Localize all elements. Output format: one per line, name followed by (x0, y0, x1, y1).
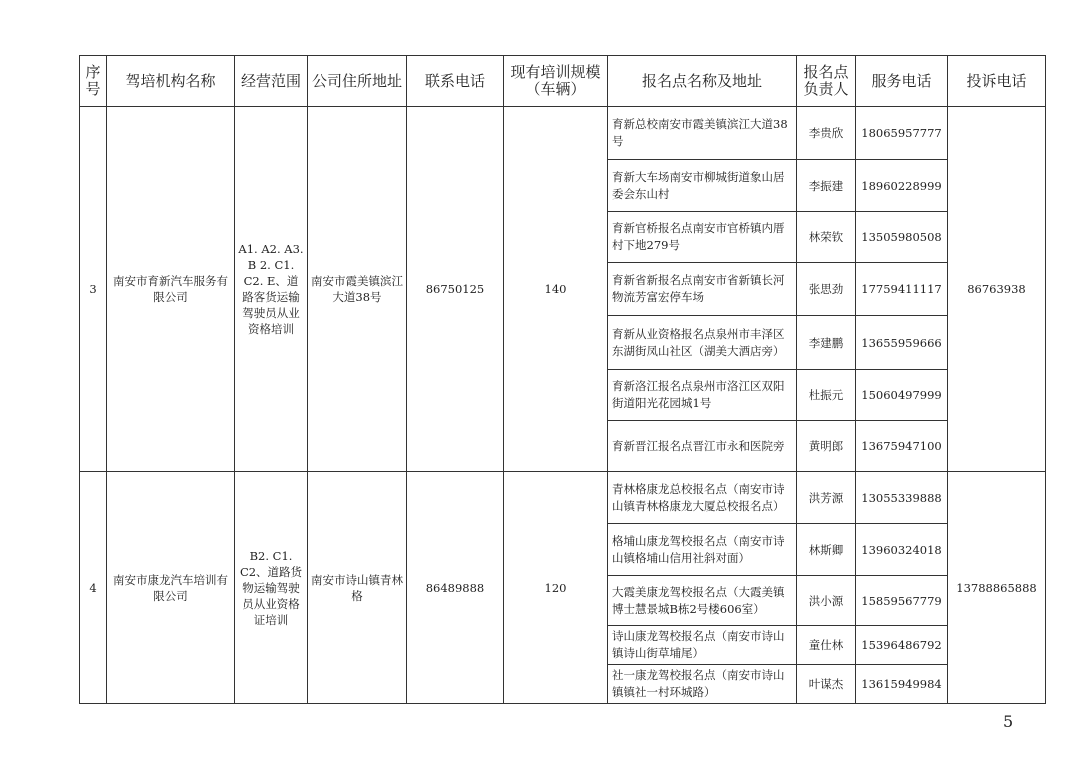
org-scale: 120 (504, 472, 608, 704)
signup-point-person: 黄明郎 (797, 421, 856, 472)
signup-point-name: 育新晋江报名点晋江市永和医院旁 (608, 421, 797, 472)
org-complaint-phone: 86763938 (948, 107, 1046, 472)
header-org-name: 驾培机构名称 (107, 56, 235, 107)
signup-point-person: 林荣钦 (797, 212, 856, 263)
header-signup-point: 报名点名称及地址 (608, 56, 797, 107)
signup-point-person: 李振建 (797, 160, 856, 212)
table-header-row (80, 56, 1046, 107)
org-scope: B2. C1. C2、道路货物运输驾驶员从业资格证培训 (235, 472, 308, 704)
signup-point-name: 大霞美康龙驾校报名点（大霞美镇博士慧景城B栋2号楼606室） (608, 576, 797, 626)
header-service-phone: 服务电话 (856, 56, 948, 107)
signup-point-phone: 13615949984 (856, 665, 948, 704)
signup-point-phone: 18065957777 (856, 107, 948, 160)
signup-point-person: 张思劲 (797, 263, 856, 316)
signup-point-name: 育新总校南安市霞美镇滨江大道38号 (608, 107, 797, 160)
signup-point-person: 李贵欣 (797, 107, 856, 160)
signup-point-phone: 13675947100 (856, 421, 948, 472)
signup-point-phone: 13505980508 (856, 212, 948, 263)
signup-point-phone: 15060497999 (856, 370, 948, 421)
signup-point-phone: 13055339888 (856, 472, 948, 524)
org-phone: 86489888 (407, 472, 504, 704)
signup-point-name: 青林格康龙总校报名点（南安市诗山镇青林格康龙大厦总校报名点） (608, 472, 797, 524)
signup-point-person: 童仕林 (797, 626, 856, 665)
signup-point-name: 育新省新报名点南安市省新镇长河物流芳富宏停车场 (608, 263, 797, 316)
signup-point-name: 育新从业资格报名点泉州市丰泽区东湖街凤山社区（湖美大酒店旁） (608, 316, 797, 370)
header-scale: 现有培训规模（车辆） (504, 56, 608, 107)
org-phone: 86750125 (407, 107, 504, 472)
org-seq: 3 (80, 107, 107, 472)
signup-point-name: 诗山康龙驾校报名点（南安市诗山镇诗山街草埔尾） (608, 626, 797, 665)
signup-point-phone: 15396486792 (856, 626, 948, 665)
org-scale: 140 (504, 107, 608, 472)
table-row (80, 472, 1046, 524)
header-company-address: 公司住所地址 (308, 56, 407, 107)
signup-point-phone: 13960324018 (856, 524, 948, 576)
signup-point-name: 育新大车场南安市柳城街道象山居委会东山村 (608, 160, 797, 212)
org-complaint-phone: 13788865888 (948, 472, 1046, 704)
org-address: 南安市霞美镇滨江大道38号 (308, 107, 407, 472)
org-name: 南安市康龙汽车培训有限公司 (107, 472, 235, 704)
signup-point-person: 叶谋杰 (797, 665, 856, 704)
signup-point-phone: 15859567779 (856, 576, 948, 626)
signup-point-person: 洪芳源 (797, 472, 856, 524)
signup-point-person: 杜振元 (797, 370, 856, 421)
org-name: 南安市育新汽车服务有限公司 (107, 107, 235, 472)
header-complaint-phone: 投诉电话 (948, 56, 1046, 107)
org-address: 南安市诗山镇青林格 (308, 472, 407, 704)
registration-table (79, 55, 1046, 704)
signup-point-name: 育新洛江报名点泉州市洛江区双阳街道阳光花园城1号 (608, 370, 797, 421)
table-row (80, 107, 1046, 160)
header-contact-person: 报名点负责人 (797, 56, 856, 107)
signup-point-name: 格埔山康龙驾校报名点（南安市诗山镇格埔山信用社斜对面） (608, 524, 797, 576)
signup-point-phone: 17759411117 (856, 263, 948, 316)
org-scope: A1. A2. A3. B 2. C1. C2. E、道路客货运输驾驶员从业资格培训 (235, 107, 308, 472)
header-phone: 联系电话 (407, 56, 504, 107)
signup-point-name: 育新官桥报名点南安市官桥镇内厝村下地279号 (608, 212, 797, 263)
signup-point-person: 林斯卿 (797, 524, 856, 576)
signup-point-phone: 18960228999 (856, 160, 948, 212)
org-seq: 4 (80, 472, 107, 704)
signup-point-name: 社一康龙驾校报名点（南安市诗山镇镇社一村环城路） (608, 665, 797, 704)
header-seq: 序号 (80, 56, 107, 107)
page-number: 5 (1003, 712, 1014, 731)
signup-point-person: 洪小源 (797, 576, 856, 626)
header-scope: 经营范围 (235, 56, 308, 107)
signup-point-phone: 13655959666 (856, 316, 948, 370)
signup-point-person: 李建鹏 (797, 316, 856, 370)
